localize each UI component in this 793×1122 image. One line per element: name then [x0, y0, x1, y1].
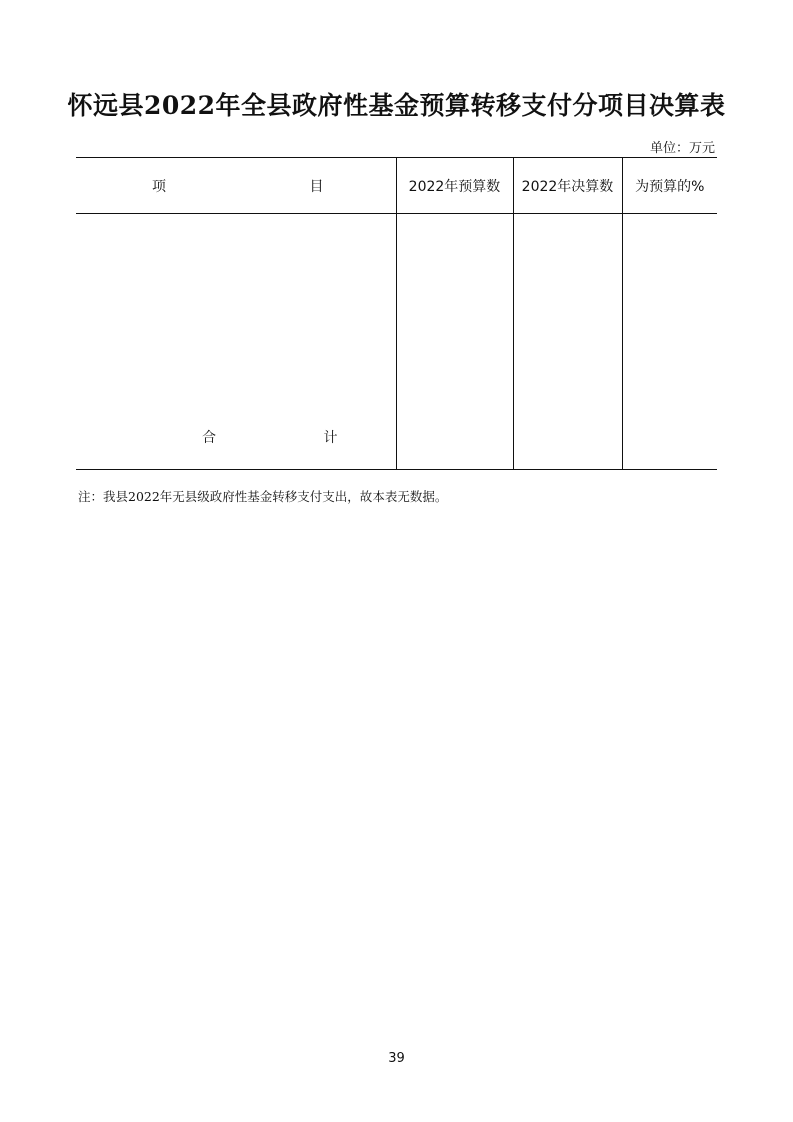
page-number: 39 — [388, 1051, 405, 1066]
header-percent: 为预算的% — [622, 158, 717, 214]
table-row-total — [76, 214, 717, 470]
table-note: 注：我县2022年无县级政府性基金转移支付支出，故本表无数据。 — [78, 489, 448, 504]
total-label-char-1: 合 — [202, 430, 216, 446]
total-label-cell — [76, 214, 396, 470]
unit-label: 单位：万元 — [649, 141, 715, 156]
budget-table — [76, 157, 717, 470]
header-final: 2022年决算数 — [513, 158, 622, 214]
header-budget: 2022年预算数 — [396, 158, 513, 214]
total-budget-cell — [396, 214, 513, 470]
total-label-char-2: 计 — [323, 430, 338, 446]
header-item-char-1: 项 — [152, 178, 166, 195]
budget-table-container — [76, 157, 717, 470]
page-title: 怀远县2022年全县政府性基金预算转移支付分项目决算表 — [67, 91, 726, 120]
header-item-char-2: 目 — [309, 178, 324, 195]
total-percent-cell — [622, 214, 717, 470]
header-item — [76, 158, 396, 214]
table-header-row — [76, 158, 717, 214]
total-final-cell — [513, 214, 622, 470]
